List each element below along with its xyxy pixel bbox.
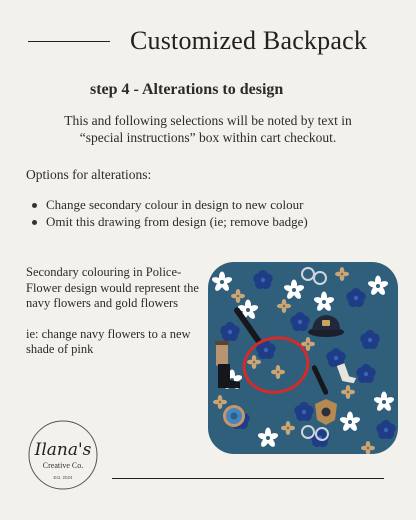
explanation-block bbox=[26, 265, 206, 373]
intro-text bbox=[0, 112, 416, 146]
logo-badge-icon bbox=[26, 418, 100, 492]
brand-logo bbox=[26, 418, 100, 492]
footer-rule bbox=[112, 478, 384, 479]
page-title: Customized Backpack bbox=[130, 26, 368, 55]
logo-subtitle: Creative Co. bbox=[42, 461, 84, 470]
option-change-colour: Change secondary colour in design to new colour bbox=[30, 197, 308, 214]
logo-name: Ilana's bbox=[34, 440, 92, 460]
option-omit-drawing: Omit this drawing from design (ie; remove badge) bbox=[30, 214, 308, 231]
intro-line-2: “special instructions” box within cart checkout. bbox=[79, 130, 337, 145]
options-label: Options for alterations: bbox=[26, 167, 152, 182]
step-heading: step 4 - Alterations to design bbox=[90, 81, 284, 98]
fabric-pattern-sample bbox=[208, 262, 398, 454]
explanation-text: Secondary colouring in Police- Flower design would represent the navy flowers and gold flowers bbox=[26, 265, 199, 310]
police-flower-pattern-image bbox=[208, 262, 398, 454]
example-text: ie: change navy flowers to a new shade of pink bbox=[26, 326, 191, 356]
alteration-options-list bbox=[30, 197, 308, 230]
intro-line-1: This and following selections will be noted by text in bbox=[64, 113, 352, 128]
logo-est: Est. 2024 bbox=[53, 475, 73, 480]
title-left-rule bbox=[28, 41, 110, 42]
